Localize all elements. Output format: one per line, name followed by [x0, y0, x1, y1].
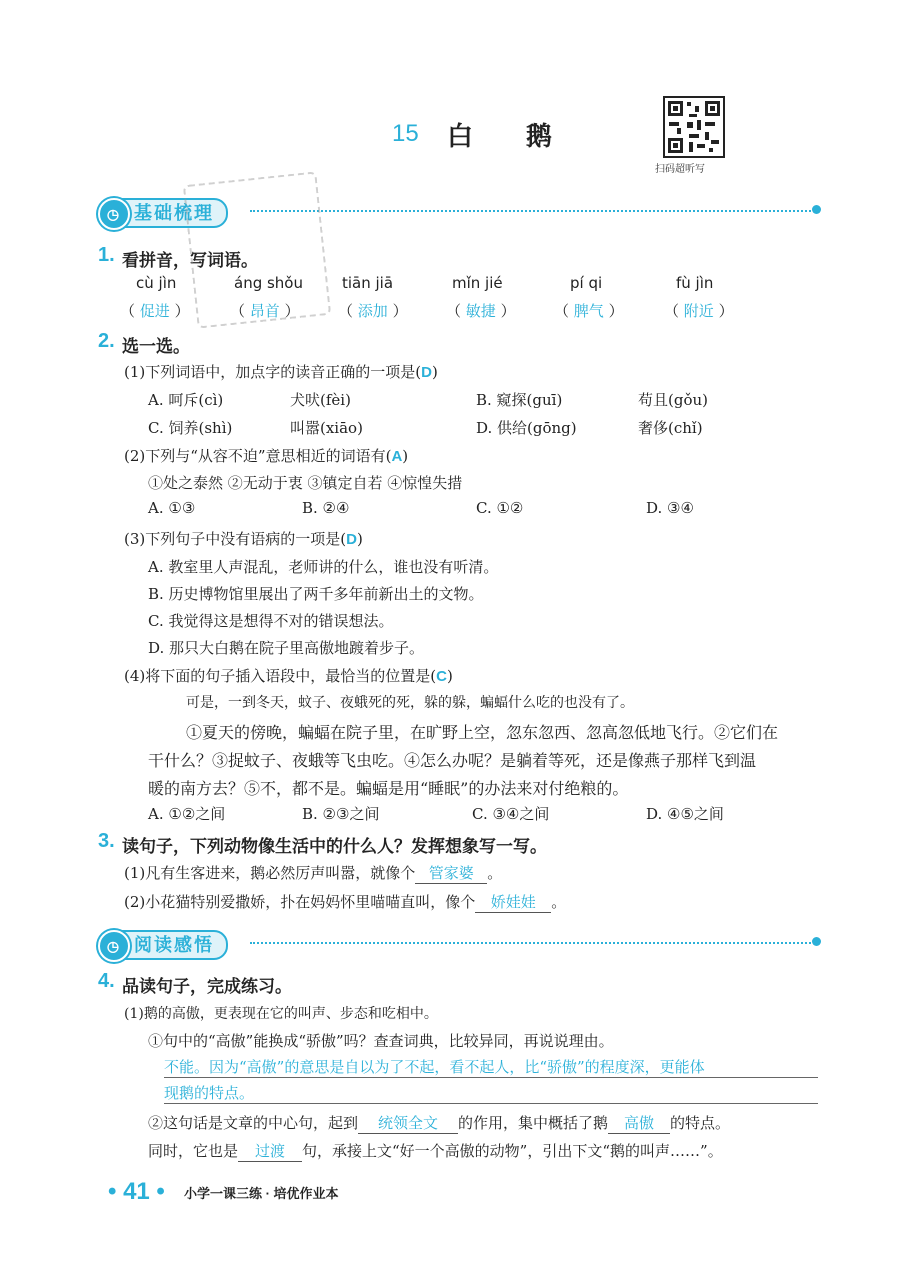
sub-question: (2)下列与“从容不迫”意思相近的词语有(A) [124, 447, 409, 465]
sub-question: 同时，它也是 过渡 句，承接上文“好一个高傲的动物”，引出下文“鹅的叫声……”。 [148, 1142, 723, 1160]
option: D. ④⑤之间 [646, 805, 724, 823]
option: A. 教室里人声混乱，老师讲的什么，谁也没有听清。 [148, 558, 499, 576]
question-prompt: 看拼音，写词语。 [122, 251, 258, 270]
choice-answer: D [346, 531, 357, 548]
pinyin: mǐn jié [452, 274, 503, 292]
pinyin: fù jìn [676, 274, 714, 292]
passage-line: 暖的南方去？⑤不，都不是。蝙蝠是用“睡眠”的办法来对付绝粮的。 [148, 779, 629, 798]
pinyin: áng shǒu [234, 274, 303, 292]
option: B. 窥探(guī) [476, 391, 563, 409]
answer-line[interactable]: 现鹅的特点。 [164, 1082, 818, 1104]
question-number: 3. [98, 830, 115, 852]
option: A. ①②之间 [148, 805, 226, 823]
option: D. ③④ [646, 499, 694, 517]
option: C. ③④之间 [472, 805, 550, 823]
question-number: 4. [98, 970, 115, 992]
question-prompt: 选一选。 [122, 337, 190, 356]
option: A. 呵斥(cì) [148, 391, 224, 409]
word-list: ①处之泰然 ②无动于衷 ③镇定自若 ④惊惶失措 [148, 474, 463, 492]
fill-blank[interactable]: 娇娃娃 [475, 891, 551, 913]
option: 叫嚣(xiāo) [290, 419, 363, 437]
clock-icon: ◷ [98, 198, 130, 230]
qr-icon [665, 98, 723, 156]
lesson-number: 15 [392, 120, 419, 147]
divider-end [812, 205, 821, 214]
fill-blank[interactable]: 统领全文 [358, 1112, 458, 1134]
lesson-title: 白 鹅 [447, 122, 575, 152]
answer-box[interactable]: （ 敏捷 ） [446, 302, 516, 320]
pinyin: tiān jiā [342, 274, 394, 292]
fill-blank[interactable]: 高傲 [608, 1112, 670, 1134]
quote-sentence: (1)鹅的高傲，更表现在它的叫声、步态和吃相中。 [124, 1006, 438, 1022]
section-banner-reading [100, 930, 825, 960]
option: B. 历史博物馆里展出了两千多年前新出土的文物。 [148, 585, 484, 603]
choice-answer: A [391, 448, 403, 465]
passage-line: ①夏天的傍晚，蝙蝠在院子里，在旷野上空，忽东忽西、忽高忽低地飞行。②它们在 [186, 723, 779, 742]
pinyin: pí qi [570, 274, 603, 292]
question-prompt: 品读句子，完成练习。 [122, 977, 292, 996]
option: 奢侈(chǐ) [638, 419, 703, 437]
option: A. ①③ [148, 499, 196, 517]
stamp-mark [183, 171, 331, 328]
answer-box[interactable]: （ 昂首 ） [230, 302, 300, 320]
choice-answer: D [421, 364, 432, 381]
answer-box[interactable]: （ 添加 ） [338, 302, 408, 320]
pinyin: cù jìn [136, 274, 177, 292]
sub-question: (1)下列词语中，加点字的读音正确的一项是(D) [124, 363, 438, 381]
clock-icon: ◷ [98, 930, 130, 962]
fill-blank[interactable]: 过渡 [238, 1140, 302, 1162]
sub-question: (3)下列句子中没有语病的一项是(D) [124, 530, 363, 548]
divider [250, 942, 815, 944]
option: C. 我觉得这是想得不对的错误想法。 [148, 612, 394, 630]
qr-code[interactable] [663, 96, 725, 158]
divider [250, 210, 815, 212]
option: D. 那只大白鹅在院子里高傲地踱着步子。 [148, 639, 425, 657]
insert-sentence: 可是，一到冬天，蚊子、夜蛾死的死，躲的躲，蝙蝠什么吃的也没有了。 [186, 695, 634, 711]
sub-question: (2)小花猫特别爱撒娇，扑在妈妈怀里喵喵直叫，像个 娇娃娃 。 [124, 893, 567, 911]
question-prompt: 读句子，下列动物像生活中的什么人？发挥想象写一写。 [122, 837, 547, 856]
option: D. 供给(gōng) [476, 419, 577, 437]
answer-box[interactable]: （ 促进 ） [120, 302, 190, 320]
answer-line[interactable]: 不能。因为“高傲”的意思是自以为了不起，看不起人，比“骄傲”的程度深，更能体 [164, 1056, 818, 1078]
option: C. 饲养(shì) [148, 419, 233, 437]
sub-question: (1)凡有生客进来，鹅必然厉声叫嚣，就像个 管家婆 。 [124, 864, 503, 882]
divider-end [812, 937, 821, 946]
sub-question: (4)将下面的句子插入语段中，最恰当的位置是(C) [124, 667, 453, 685]
page-number: • 41 • [108, 1178, 165, 1205]
option: B. ②④ [302, 499, 350, 517]
question-number: 1. [98, 244, 115, 266]
section-title: ◷ 阅读感悟 [100, 930, 228, 960]
sub-question: ②这句话是文章的中心句，起到 统领全文 的作用，集中概括了鹅 高傲 的特点。 [148, 1114, 731, 1132]
qr-caption: 扫码超听写 [655, 164, 705, 175]
book-title: 小学一课三练 · 培优作业本 [184, 1186, 339, 1201]
option: C. ①② [476, 499, 524, 517]
section-title: ◷ 基础梳理 [100, 198, 228, 228]
option: B. ②③之间 [302, 805, 380, 823]
option: 犬吠(fèi) [290, 391, 351, 409]
sub-question: ①句中的“高傲”能换成“骄傲”吗？查查词典，比较异同，再说说理由。 [148, 1032, 614, 1050]
answer-box[interactable]: （ 附近 ） [664, 302, 734, 320]
option: 苟且(gǒu) [638, 391, 708, 409]
fill-blank[interactable]: 管家婆 [415, 862, 487, 884]
answer-box[interactable]: （ 脾气 ） [554, 302, 624, 320]
passage-line: 干什么？③捉蚊子、夜蛾等飞虫吃。④怎么办呢？是躺着等死，还是像燕子那样飞到温 [148, 751, 757, 770]
choice-answer: C [436, 668, 447, 685]
question-number: 2. [98, 330, 115, 352]
